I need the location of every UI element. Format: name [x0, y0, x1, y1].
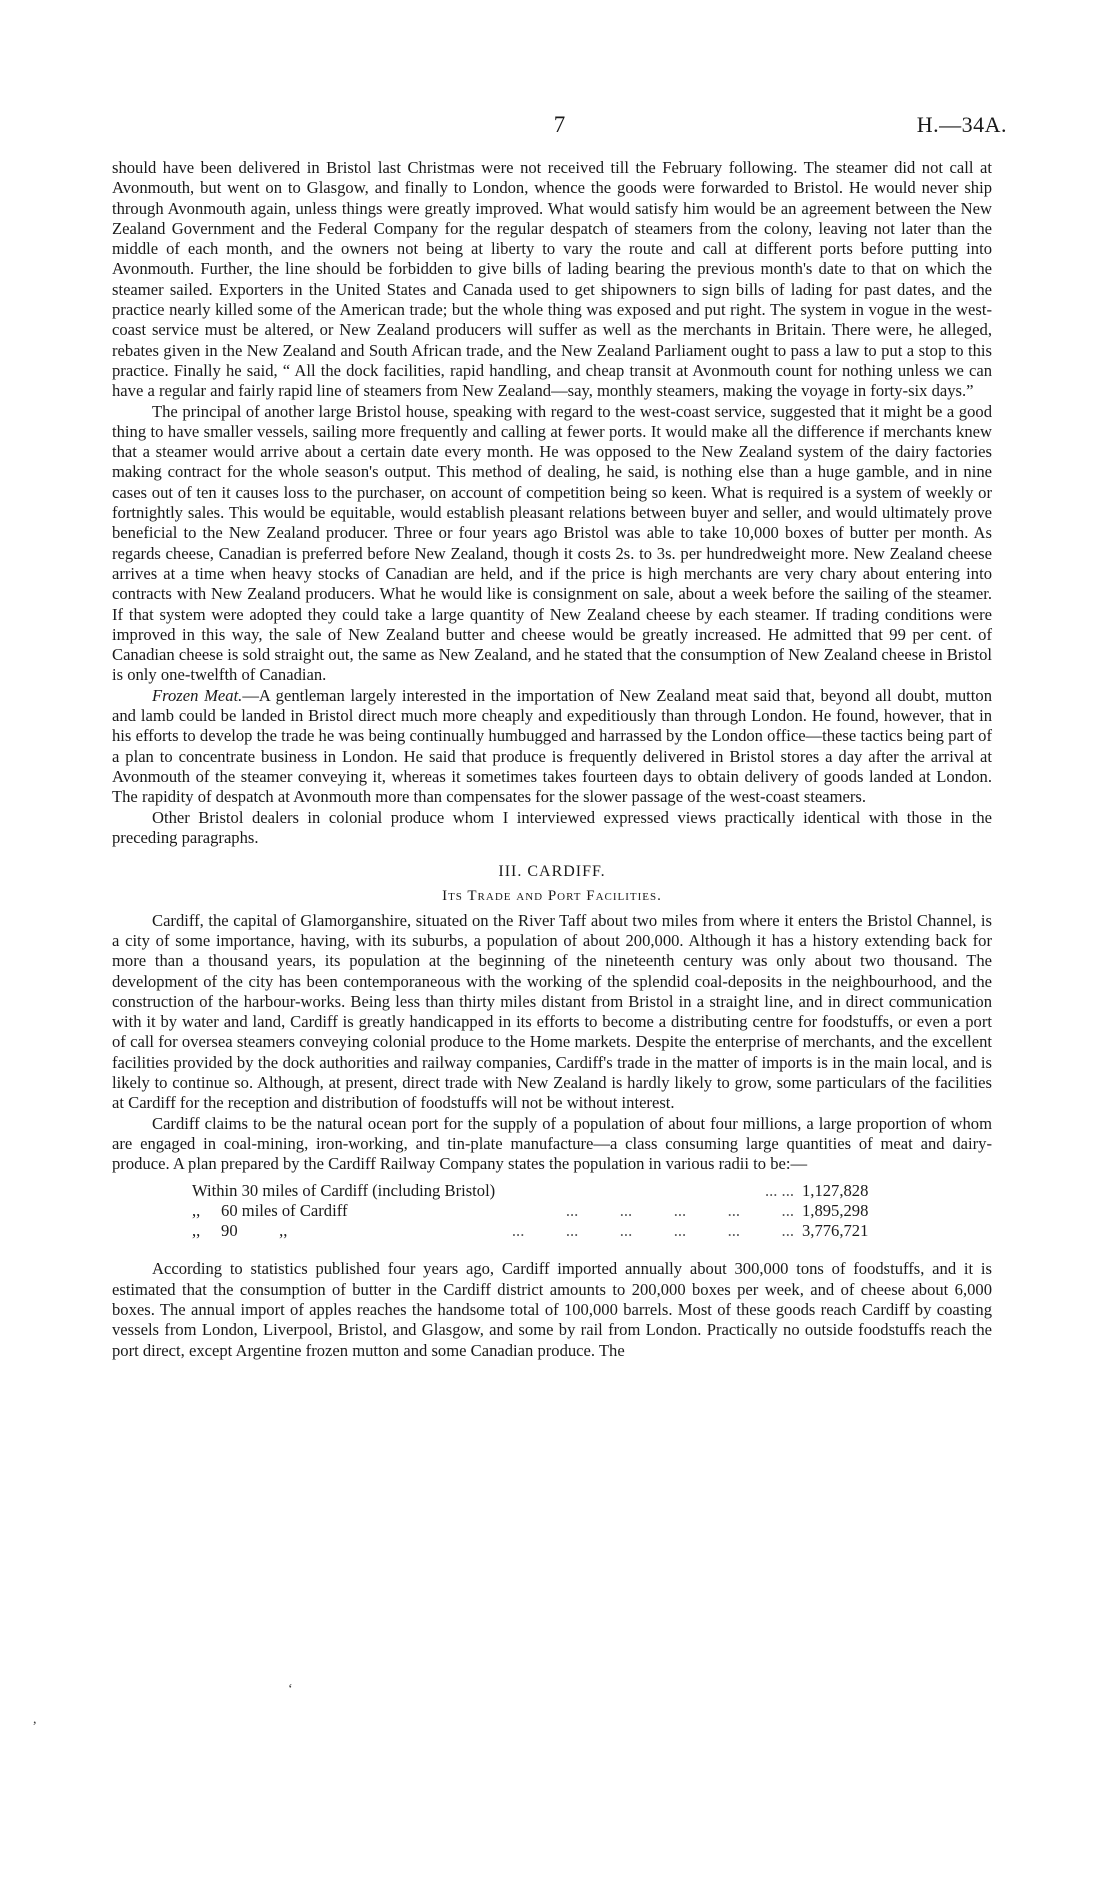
leader-dots: ... ... ... ... ... — [565, 1200, 794, 1220]
table-row — [192, 1221, 912, 1241]
paragraph-cardiff-population: Cardiff claims to be the natural ocean port for the supply of a population of about four millions, a large proportion of whom are engaged in coal-mining, iron-working, and tin-plate manufacture—a class consuming large quantities of meat and dairy-produce. A plan prepared by the Cardiff Railway Company states the population in various radii to be:— — [112, 1113, 992, 1174]
table-row — [192, 1201, 912, 1221]
population-radius-label: Within 30 miles of Cardiff (including Bristol) — [192, 1180, 496, 1200]
table-row — [192, 1181, 912, 1201]
margin-mark: ‘ — [288, 1682, 293, 1697]
section-subtitle: Its Trade and Port Facilities. — [442, 888, 662, 905]
population-table — [192, 1181, 992, 1242]
paragraph-cardiff-intro: Cardiff, the capital of Glamorganshire, situated on the River Taff about two miles from where it enters the Bristol Channel, is a city of some importance, having, with its suburbs, a population of about 200,000. Although it has a history extending back for more than a thousand years, its population at the beginning of the nineteenth century was only about two thousand. The development of the city has been contemporaneous with the working of the splendid coal-deposits in the neighbourhood, and the construction of the harbour-works. Being less than thirty miles distant from Bristol in a straight line, and in direct communication with it by water and land, Cardiff is greatly handicapped in its efforts to become a distributing centre for foodstuffs, or even a port of call for oversea steamers conveying colonial produce to the Home markets. Despite the enterprise of merchants, and the excellent facilities provided by the dock authorities and railway companies, Cardiff's trade in the matter of imports is in the main local, and is likely to continue so. Although, at present, direct trade with New Zealand is hardly likely to grow, some particulars of the facilities at Cardiff for the reception and distribution of foodstuffs will not be without interest. — [112, 910, 992, 1113]
paragraph-frozen-meat — [112, 686, 992, 808]
leader-dots: ... ... — [764, 1180, 794, 1200]
page-number: 7 — [553, 112, 566, 137]
leader-dots: ... ... ... ... ... ... — [511, 1221, 794, 1241]
population-radius-label: ,, 60 miles of Cardiff — [192, 1200, 348, 1220]
frozen-meat-heading: Frozen Meat. — [152, 685, 243, 705]
population-value: 3,776,721 — [802, 1221, 869, 1241]
frozen-meat-text: —A gentleman largely interested in the importation of New Zealand meat said that, beyond all doubt, mutton and lamb could be landed in Bristol direct much more cheaply and expeditiously than through London. He found, however, that in his efforts to develop the trade he was being continually humbugged and harrassed by the London office—these tactics being part of a plan to concentrate business in London. He said that produce is frequently delivered in Bristol stores a day after the arrival at Avonmouth of the steamer conveying it, whereas it sometimes takes fourteen days to obtain delivery of goods landed at London. The rapidity of despatch at Avonmouth more than compensates for the slower passage of the west-coast steamers. — [112, 685, 992, 807]
population-value: 1,127,828 — [802, 1180, 869, 1200]
body-text — [112, 158, 992, 1361]
population-value: 1,895,298 — [802, 1200, 869, 1220]
paragraph-continuation: should have been delivered in Bristol last Christmas were not received till the February following. The steamer did not call at Avonmouth, but went on to Glasgow, and finally to London, whence the goods were forwarded to Bristol. He would never ship through Avonmouth again, unless things were greatly improved. What would satisfy him would be an agreement between the New Zealand Government and the Federal Company for the regular despatch of steamers from the colony, leaving not later than the middle of each month, and the owners not being at liberty to vary the route and call at different ports before putting into Avonmouth. Further, the line should be forbidden to give bills of lading bearing the previous month's date to that on which the steamer sailed. Exporters in the United States and Canada used to get shipowners to sign bills of lading for past dates, and the practice nearly killed some of the American trade; but the whole thing was exposed and put right. The system in vogue in the west-coast service must be altered, or New Zealand producers will suffer as well as the merchants in Britain. There were, he alleged, rebates given in the New Zealand and South African trade, and the New Zealand Parliament ought to pass a law to put a stop to this practice. Finally he said, “ All the dock facilities, rapid handling, and cheap transit at Avonmouth count for nothing unless we can have a regular and fairly rapid line of steamers from New Zealand—say, monthly steamers, making the voyage in forty-six days.” — [112, 158, 992, 401]
page-header — [112, 112, 1007, 142]
margin-mark: , — [33, 1712, 37, 1727]
document-reference: H.—34A. — [916, 112, 1007, 137]
section-title: III. CARDIFF. — [498, 863, 606, 881]
paragraph-cardiff-statistics: According to statistics published four years ago, Cardiff imported annually about 300,000 tons of foodstuffs, and it is estimated that the consumption of butter in the Cardiff district amounts to 200,000 boxes per week, and of cheese about 6,000 boxes. The annual import of apples reaches the handsome total of 100,000 barrels. Most of these goods reach Cardiff by coasting vessels from London, Liverpool, Bristol, and Glasgow, and some by rail from London. Practically no outside foodstuffs reach the port direct, except Argentine frozen mutton and some Canadian produce. The — [112, 1259, 992, 1360]
paragraph-bristol-house: The principal of another large Bristol house, speaking with regard to the west-coast service, suggested that it might be a good thing to have smaller vessels, sailing more frequently and calling at fewer ports. It would make all the difference if merchants knew that a steamer would arrive about a certain date every month. He was opposed to the New Zealand system of the dairy factories making contract for the whole season's output. This method of dealing, he said, is nothing else than a huge gamble, and in nine cases out of ten it causes loss to the purchaser, on account of competition being so keen. What is required is a system of weekly or fortnightly sales. This would be equitable, would establish pleasant relations between buyer and seller, and would ultimately prove beneficial to the New Zealand producer. Three or four years ago Bristol was able to take 10,000 boxes of butter per month. As regards cheese, Canadian is preferred before New Zealand, though it costs 2s. to 3s. per hundredweight more. New Zealand cheese arrives at a time when heavy stocks of Canadian are held, and if the price is high merchants are very chary about entering into contracts with New Zealand producers. What he would like is consignment on sale, about a week before the sailing of the steamer. If that system were adopted they could take a large quantity of New Zealand cheese by each steamer. If trading conditions were improved in this way, the sale of New Zealand butter and cheese would be greatly increased. He admitted that 99 per cent. of Canadian cheese is sold straight out, the same as New Zealand, and he stated that the consumption of New Zealand cheese in Bristol is only one-twelfth of Canadian. — [112, 401, 992, 685]
paragraph-other-dealers: Other Bristol dealers in colonial produce whom I interviewed expressed views practically identical with those in the preceding paragraphs. — [112, 807, 992, 847]
population-radius-label: ,, 90 ,, — [192, 1221, 288, 1241]
